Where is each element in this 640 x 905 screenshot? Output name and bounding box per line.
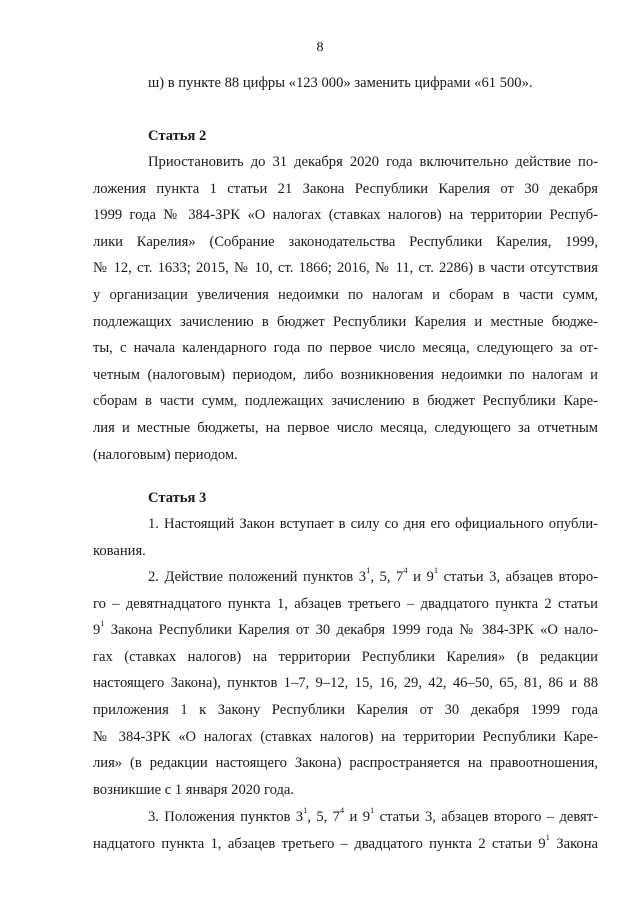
text-line: возникшие с 1 января 2020 года. (93, 781, 295, 798)
text-line: настоящего Закона), пунктов 1–7, 9–12, 15, 16, 29, 42, 46–50, 65, 81, 86 и 88 (93, 675, 598, 692)
text-line: приложения 1 к Закону Республики Карелия от 30 декабря 1999 года (93, 701, 598, 718)
text-line: (налоговым) периодом. (93, 446, 238, 463)
text-line: $9^1$ Закона Республики Карелия от 30 декабря 1999 года № 384-ЗРК «О нало- (93, 618, 598, 639)
article-3-heading: Статья 3 (148, 490, 207, 506)
text-line: ты, с начала календарного года по первое число месяца, следующего за от- (93, 340, 598, 357)
article-2-paragraph (93, 149, 598, 468)
article-3-paragraph-1 (93, 511, 598, 564)
text-line: лики Карелия» (Собрание законодательства Республики Карелия, 1999, (93, 233, 598, 250)
text-line: № 12, ст. 1633; 2015, № 10, ст. 1866; 2016, № 11, ст. 2286) в части отсутствия (93, 260, 598, 277)
article-3-paragraph-3 (93, 804, 598, 857)
intro-paragraph (93, 70, 598, 97)
text-line: Приостановить до 31 декабря 2020 года включительно действие по- (148, 154, 598, 170)
text-line: 1. Настоящий Закон вступает в силу со дня его официального опубли- (148, 516, 598, 532)
text-line: у организации увеличения недоимки по налогам и сборам в части сумм, (93, 286, 598, 303)
text-line: кования. (93, 542, 146, 559)
text-line: 1999 года № 384-ЗРК «О налогах (ставках налогов) на территории Респуб- (93, 207, 598, 224)
text-line: го – девятнадцатого пункта 1, абзацев третьего – двадцатого пункта 2 статьи (93, 595, 598, 612)
text-line: № 384-ЗРК «О налогах (ставках налогов) на территории Республики Каре- (93, 728, 598, 745)
text-line: ш) в пункте 88 цифры «123 000» заменить цифрами «61 500». (148, 75, 533, 91)
page-number: 8 (316, 40, 324, 55)
text-line: четным (налоговым) периодом, либо возникновения недоимки по налогам и (93, 366, 598, 383)
text-line: 3. Положения пунктов $3^1$, 5, $7^4$ и $9^1$ статьи 3, абзацев второго – девят- (148, 805, 599, 825)
text-line: лия» (в редакции настоящего Закона) распространяется на правоотношения, (93, 755, 598, 772)
article-3-paragraph-2 (93, 564, 598, 803)
text-line: гах (ставках налогов) на территории Республики Карелия» (в редакции (93, 648, 598, 665)
text-line: надцатого пункта 1, абзацев третьего – двадцатого пункта 2 статьи $9^1$ Закона (93, 831, 598, 852)
text-line: сборам в части сумм, подлежащих зачислению в бюджет Республики Каре- (93, 393, 598, 410)
text-line: 2. Действие положений пунктов $3^1$, 5, $7^4$ и $9^1$ статьи 3, абзацев второ- (148, 565, 599, 585)
text-line: лия и местные бюджеты, на первое число месяца, следующего за отчетным (93, 419, 598, 436)
article-2-heading: Статья 2 (148, 128, 207, 144)
text-line: ложения пункта 1 статьи 21 Закона Республики Карелия от 30 декабря (93, 180, 598, 197)
text-line: подлежащих зачислению в бюджет Республики Карелия и местные бюдже- (93, 313, 598, 330)
